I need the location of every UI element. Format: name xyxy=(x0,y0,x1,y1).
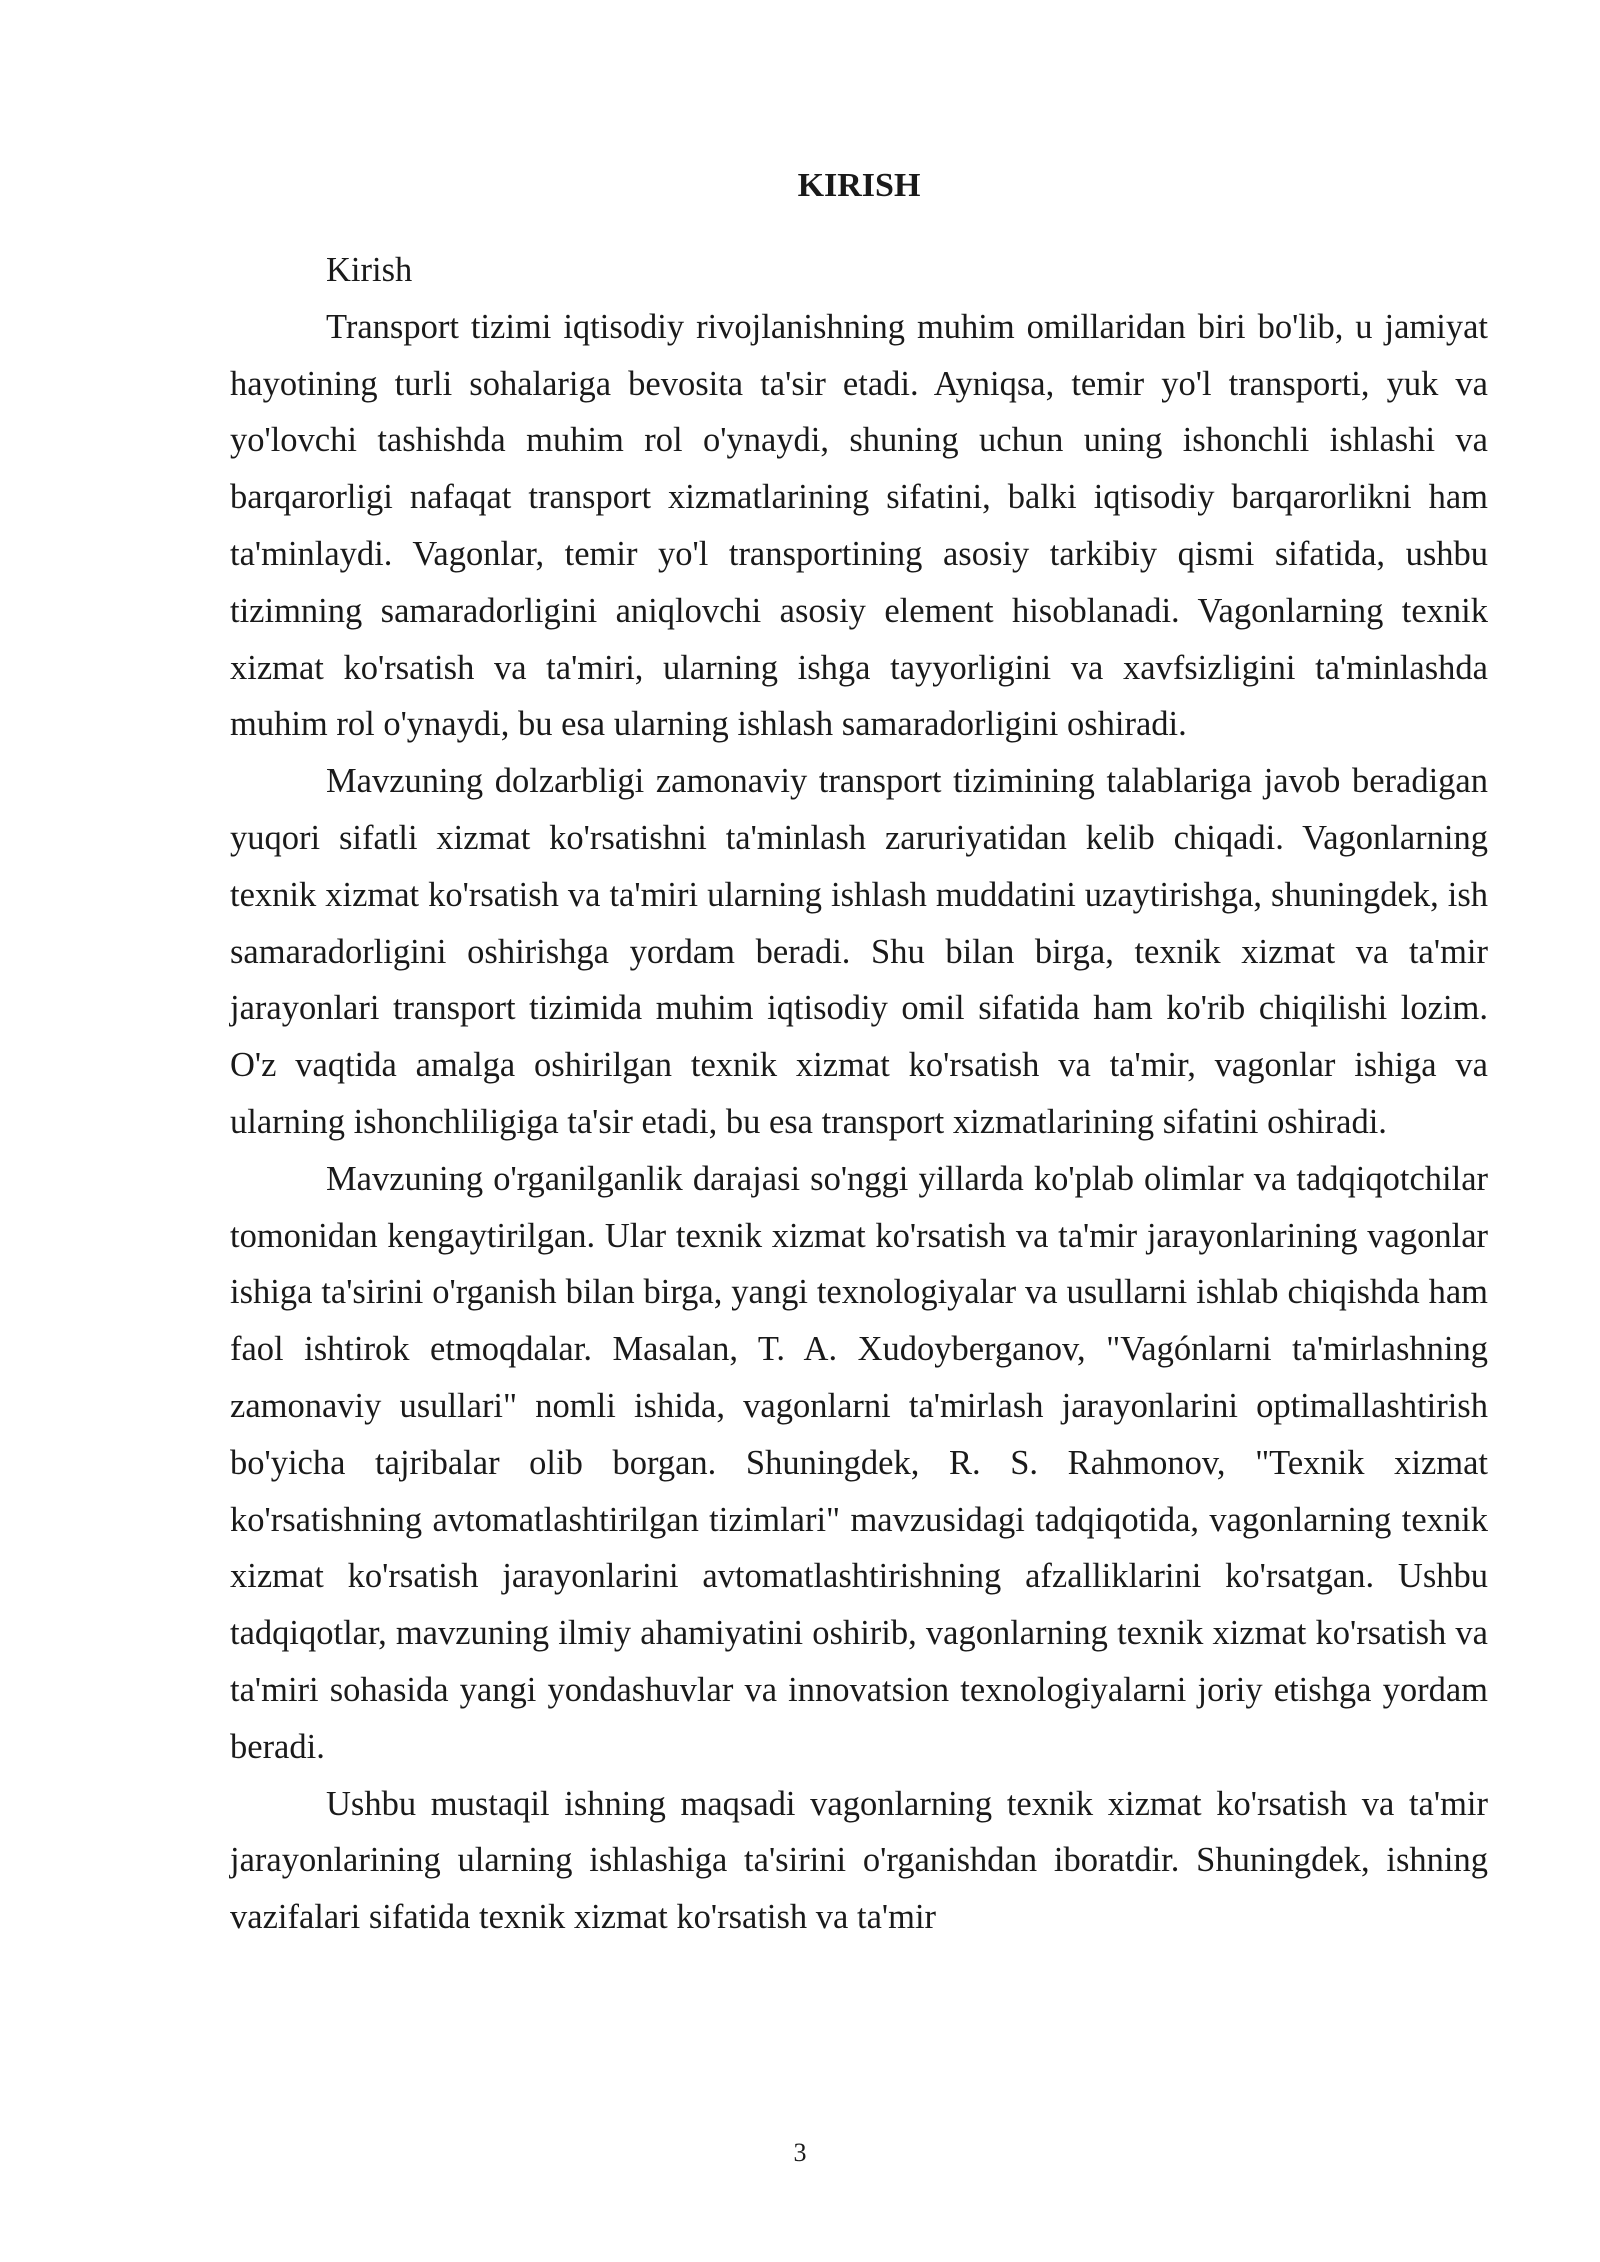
section-heading: Kirish xyxy=(326,251,413,289)
page-title: KIRISH xyxy=(797,167,921,204)
paragraph-relevance: Mavzuning dolzarbligi zamonaviy transport tizimining talablariga javob beradigan yuqori sifatli xizmat ko'rsatishni ta'minlash zaruriyatidan kelib chiqadi. Vagonlarning texnik xizmat ko'rsatish va ta'miri ularning ishlash muddatini uzaytirishga, shuningdek, ish samaradorligini oshirishga yordam beradi. Shu bilan birga, texnik xizmat va ta'mir jarayonlari transport tizimida muhim iqtisodiy omil sifatida ham ko'rib chiqilishi lozim. O'z vaqtida amalga oshirilgan texnik xizmat ko'rsatish va ta'mir, vagonlar ishiga va ularning ishonchliligiga ta'sir etadi, bu esa transport xizmatlarining sifatini oshiradi. xyxy=(230,762,1488,1141)
paragraph-literature-review: Mavzuning o'rganilganlik darajasi so'nggi yillarda ko'plab olimlar va tadqiqotchilar tomonidan kengaytirilgan. Ular texnik xizmat ko'rsatish va ta'mir jarayonlarining vagonlar ishiga ta'sirini o'rganish bilan birga, yangi texnologiyalar va usullarni ishlab chiqishda ham faol ishtirok etmoqdalar. Masalan, T. A. Xudoyberganov, "Vagónlarni ta'mirlashning zamonaviy usullari" nomli ishida, vagonlarni ta'mirlash jarayonlarini optimallashtirish bo'yicha tajribalar olib borgan. Shuningdek, R. S. Rahmonov, "Texnik xizmat ko'rsatishning avtomatlashtirilgan tizimlari" mavzusidagi tadqiqotida, vagonlarning texnik xizmat ko'rsatish jarayonlarini avtomatlashtirishning afzalliklarini ko'rsatgan. Ushbu tadqiqotlar, mavzuning ilmiy ahamiyatini oshirib, vagonlarning texnik xizmat ko'rsatish va ta'miri sohasida yangi yondashuvlar va innovatsion texnologiyalarni joriy etishga yordam beradi. xyxy=(230,1159,1488,1766)
paragraph-introduction: Transport tizimi iqtisodiy rivojlanishning muhim omillaridan biri bo'lib, u jamiyat hayotining turli sohalariga bevosita ta'sir etadi. Ayniqsa, temir yo'l transporti, yuk va yo'lovchi tashishda muhim rol o'ynaydi, shuning uchun uning ishonchli ishlashi va barqarorligi nafaqat transport xizmatlarining sifatini, balki iqtisodiy barqarorlikni ham ta'minlaydi. Vagonlar, temir yo'l transportining asosiy tarkibiy qismi sifatida, ushbu tizimning samaradorligini aniqlovchi asosiy element hisoblanadi. Vagonlarning texnik xizmat ko'rsatish va ta'miri, ularning ishga tayyorligini va xavfsizligini ta'minlashda muhim rol o'ynaydi, bu esa ularning ishlash samaradorligini oshiradi. xyxy=(230,307,1488,744)
page-number: 3 xyxy=(793,2138,807,2167)
document-page xyxy=(230,160,1488,1946)
paragraph-objective: Ushbu mustaqil ishning maqsadi vagonlarning texnik xizmat ko'rsatish va ta'mir jarayonlarining ularning ishlashiga ta'sirini o'rganishdan iboratdir. Shuningdek, ishning vazifalari sifatida texnik xizmat ko'rsatish va ta'mir xyxy=(230,1784,1488,1937)
